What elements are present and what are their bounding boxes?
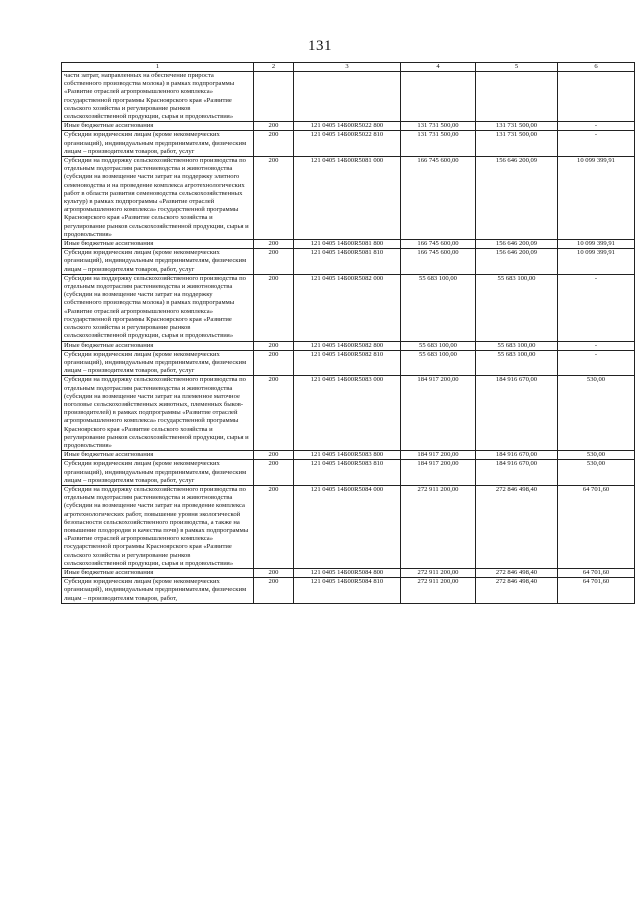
row-approved-amount: 272 911 200,00	[401, 578, 476, 604]
column-header: 5	[476, 63, 558, 72]
row-classification: 121 0405 14Б00R5083 810	[294, 460, 401, 486]
row-description: части затрат, направленных на обеспечение прироста собственного производства молока) в рамках подпрограммы «Развитие отраслей агропромышленного комплекса» государственной программы Красноярского края «Развитие сельского хозяйства и регулирование рынков сельскохозяйственной продукции, сырья и продовольствия»	[62, 72, 254, 122]
row-approved-amount	[401, 72, 476, 122]
row-code: 200	[254, 485, 294, 568]
row-approved-amount: 55 683 100,00	[401, 341, 476, 350]
row-remaining-amount: 64 701,60	[558, 578, 635, 604]
row-executed-amount: 184 916 670,00	[476, 376, 558, 451]
row-classification	[294, 72, 401, 122]
row-executed-amount: 55 683 100,00	[476, 341, 558, 350]
row-classification: 121 0405 14Б00R5022 810	[294, 131, 401, 157]
row-remaining-amount: 10 099 399,91	[558, 157, 635, 240]
row-description: Иные бюджетные ассигнования	[62, 568, 254, 577]
row-approved-amount: 184 917 200,00	[401, 460, 476, 486]
row-description: Иные бюджетные ассигнования	[62, 451, 254, 460]
row-description: Субсидии на поддержку сельскохозяйственного производства по отдельным подотраслям растениеводства и животноводства (субсидии на возмещение части затрат на поддержку собственного производства молока) в рамках подпрограммы «Развитие отраслей агропромышленного комплекса» государственной программы Красноярского края «Развитие сельского хозяйства и регулирование рынков сельскохозяйственной продукции, сырья и продовольствия»	[62, 274, 254, 341]
row-classification: 121 0405 14Б00R5081 800	[294, 240, 401, 249]
row-classification: 121 0405 14Б00R5082 000	[294, 274, 401, 341]
row-executed-amount: 156 646 200,09	[476, 240, 558, 249]
table-row	[62, 568, 635, 577]
row-approved-amount: 166 745 600,00	[401, 240, 476, 249]
row-code: 200	[254, 376, 294, 451]
row-approved-amount: 272 911 200,00	[401, 568, 476, 577]
row-approved-amount: 131 731 500,00	[401, 131, 476, 157]
budget-table	[61, 62, 635, 604]
row-remaining-amount: 530,00	[558, 376, 635, 451]
row-classification: 121 0405 14Б00R5084 810	[294, 578, 401, 604]
row-approved-amount: 272 911 200,00	[401, 485, 476, 568]
table-row	[62, 578, 635, 604]
table-body	[62, 72, 635, 604]
row-description: Субсидии юридическим лицам (кроме некоммерческих организаций), индивидуальным предпринимателям, физическим лицам – производителям товаров, работ, услуг	[62, 131, 254, 157]
row-description: Иные бюджетные ассигнования	[62, 240, 254, 249]
row-code: 200	[254, 240, 294, 249]
row-classification: 121 0405 14Б00R5083 800	[294, 451, 401, 460]
row-remaining-amount	[558, 72, 635, 122]
table-row	[62, 240, 635, 249]
table-row	[62, 376, 635, 451]
row-code: 200	[254, 451, 294, 460]
row-classification: 121 0405 14Б00R5084 000	[294, 485, 401, 568]
column-header: 4	[401, 63, 476, 72]
row-remaining-amount: -	[558, 341, 635, 350]
table-row	[62, 341, 635, 350]
row-executed-amount: 272 846 498,40	[476, 485, 558, 568]
row-approved-amount: 131 731 500,00	[401, 122, 476, 131]
row-executed-amount: 184 916 670,00	[476, 460, 558, 486]
row-description: Иные бюджетные ассигнования	[62, 122, 254, 131]
row-approved-amount: 55 683 100,00	[401, 350, 476, 376]
row-classification: 121 0405 14Б00R5083 000	[294, 376, 401, 451]
row-classification: 121 0405 14Б00R5081 810	[294, 249, 401, 275]
row-remaining-amount: -	[558, 274, 635, 341]
row-description: Субсидии юридическим лицам (кроме некоммерческих организаций), индивидуальным предпринимателям, физическим лицам – производителям товаров, работ, услуг	[62, 350, 254, 376]
row-approved-amount: 184 917 200,00	[401, 451, 476, 460]
row-code: 200	[254, 341, 294, 350]
row-executed-amount: 131 731 500,00	[476, 131, 558, 157]
table-header-row	[62, 63, 635, 72]
table-row	[62, 485, 635, 568]
row-executed-amount: 272 846 498,40	[476, 568, 558, 577]
row-executed-amount: 55 683 100,00	[476, 350, 558, 376]
row-classification: 121 0405 14Б00R5084 800	[294, 568, 401, 577]
table-row	[62, 122, 635, 131]
row-classification: 121 0405 14Б00R5081 000	[294, 157, 401, 240]
row-approved-amount: 184 917 200,00	[401, 376, 476, 451]
row-executed-amount: 156 646 200,09	[476, 157, 558, 240]
row-code	[254, 72, 294, 122]
row-description: Субсидии юридическим лицам (кроме некоммерческих организаций), индивидуальным предпринимателям, физическим лицам – производителям товаров, работ, услуг	[62, 460, 254, 486]
row-remaining-amount: -	[558, 131, 635, 157]
row-approved-amount: 166 745 600,00	[401, 157, 476, 240]
row-executed-amount: 184 916 670,00	[476, 451, 558, 460]
row-executed-amount: 55 683 100,00	[476, 274, 558, 341]
table-row	[62, 249, 635, 275]
row-code: 200	[254, 249, 294, 275]
row-remaining-amount: 10 099 399,91	[558, 240, 635, 249]
row-approved-amount: 166 745 600,00	[401, 249, 476, 275]
table-row	[62, 460, 635, 486]
column-header: 2	[254, 63, 294, 72]
row-classification: 121 0405 14Б00R5082 800	[294, 341, 401, 350]
row-code: 200	[254, 274, 294, 341]
row-description: Иные бюджетные ассигнования	[62, 341, 254, 350]
row-remaining-amount: 64 701,60	[558, 485, 635, 568]
row-code: 200	[254, 122, 294, 131]
row-description: Субсидии на поддержку сельскохозяйственного производства по отдельным подотраслям растениеводства и животноводства (субсидии на возмещение части затрат на поддержку элитного семеноводства и на проведение комплекса агротехнологических работ в области развития семеноводства сельскохозяйственных культур) в рамках подпрограммы «Развитие отраслей агропромышленного комплекса» государственной программы Красноярского края «Развитие сельского хозяйства и регулирование рынков сельскохозяйственной продукции, сырья и продовольствия»	[62, 157, 254, 240]
row-remaining-amount: 530,00	[558, 451, 635, 460]
row-remaining-amount: 64 701,60	[558, 568, 635, 577]
row-remaining-amount: -	[558, 350, 635, 376]
row-code: 200	[254, 578, 294, 604]
page-number: 131	[308, 38, 332, 54]
table-row	[62, 72, 635, 122]
row-remaining-amount: 10 099 399,91	[558, 249, 635, 275]
row-approved-amount: 55 683 100,00	[401, 274, 476, 341]
row-executed-amount: 272 846 498,40	[476, 578, 558, 604]
row-code: 200	[254, 350, 294, 376]
row-remaining-amount: -	[558, 122, 635, 131]
table-row	[62, 350, 635, 376]
table-row	[62, 451, 635, 460]
row-executed-amount: 156 646 200,09	[476, 249, 558, 275]
row-code: 200	[254, 568, 294, 577]
row-classification: 121 0405 14Б00R5082 810	[294, 350, 401, 376]
column-header: 6	[558, 63, 635, 72]
table-row	[62, 131, 635, 157]
row-code: 200	[254, 131, 294, 157]
row-remaining-amount: 530,00	[558, 460, 635, 486]
row-code: 200	[254, 460, 294, 486]
row-description: Субсидии юридическим лицам (кроме некоммерческих организаций), индивидуальным предпринимателям, физическим лицам – производителям товаров, работ,	[62, 578, 254, 604]
column-header: 1	[62, 63, 254, 72]
row-description: Субсидии юридическим лицам (кроме некоммерческих организаций), индивидуальным предпринимателям, физическим лицам – производителям товаров, работ, услуг	[62, 249, 254, 275]
table-row	[62, 157, 635, 240]
row-executed-amount	[476, 72, 558, 122]
row-description: Субсидии на поддержку сельскохозяйственного производства по отдельным подотраслям растениеводства и животноводства (субсидии на возмещение части затрат на проведение комплекса агротехнологических работ, повышение уровня экологической безопасности сельскохозяйственного производства, а также на повышение плодородия и качества почв) в рамках подпрограммы «Развитие отраслей агропромышленного комплекса» государственной программы Красноярского края «Развитие сельского хозяйства и регулирование рынков сельскохозяйственной продукции, сырья и продовольствия»	[62, 485, 254, 568]
row-code: 200	[254, 157, 294, 240]
row-executed-amount: 131 731 500,00	[476, 122, 558, 131]
row-description: Субсидии на поддержку сельскохозяйственного производства по отдельным подотраслям растениеводства и животноводства (субсидии на возмещение части затрат на племенное маточное поголовье сельскохозяйственных животных, племенных быков-производителей) в рамках подпрограммы «Развитие отраслей агропромышленного комплекса» государственной программы Красноярского края «Развитие сельского хозяйства и регулирование рынков сельскохозяйственной продукции, сырья и продовольствия»	[62, 376, 254, 451]
column-header: 3	[294, 63, 401, 72]
table-row	[62, 274, 635, 341]
row-classification: 121 0405 14Б00R5022 800	[294, 122, 401, 131]
